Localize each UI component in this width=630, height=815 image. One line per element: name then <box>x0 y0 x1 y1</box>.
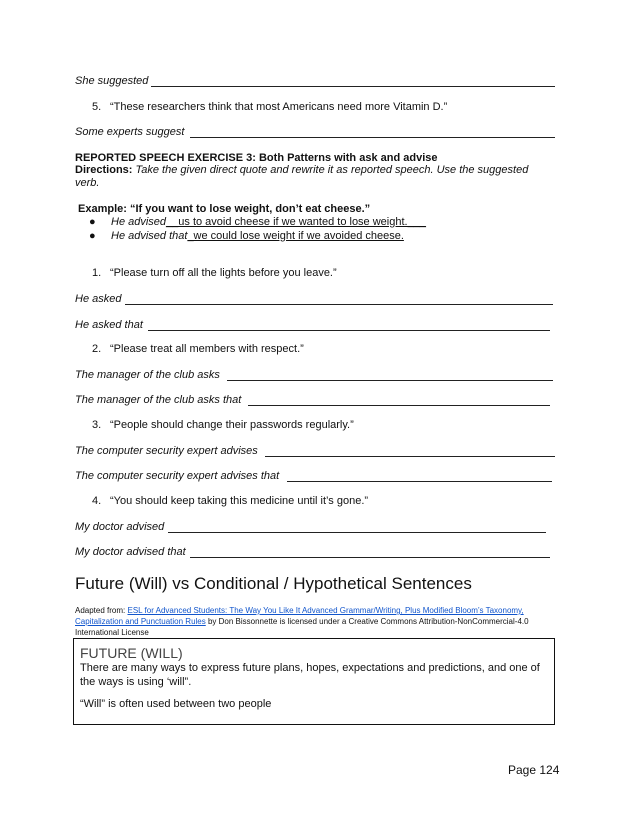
item-number: 4. <box>92 495 102 507</box>
prompt: He asked that <box>75 319 143 331</box>
prompt-some-experts-suggest: Some experts suggest <box>75 126 185 138</box>
example-bullet-2 <box>89 229 404 243</box>
answer-line[interactable] <box>287 481 552 482</box>
answer-line[interactable] <box>190 557 550 558</box>
answer-line[interactable] <box>190 137 555 138</box>
answer-line[interactable] <box>227 380 553 381</box>
box-paragraph-2: “Will” is often used between two people <box>80 698 272 710</box>
item-quote: “People should change their passwords regularly.” <box>110 419 354 431</box>
example-prefix: He advised that <box>111 230 188 242</box>
item-1 <box>92 266 337 280</box>
directions-label: Directions: <box>75 164 133 176</box>
answer-line[interactable] <box>148 330 550 331</box>
directions-text: Take the given direct quote and rewrite it as reported speech. Use the suggested verb. <box>75 164 529 189</box>
attribution <box>75 605 555 638</box>
item-number: 2. <box>92 343 102 355</box>
example-bullet-1 <box>89 215 426 229</box>
item-number: 1. <box>92 267 102 279</box>
prompt: My doctor advised that <box>75 546 186 558</box>
exercise-3-title: REPORTED SPEECH EXERCISE 3: Both Patterns with ask and advise <box>75 152 438 164</box>
item-quote: “Please treat all members with respect.” <box>110 343 304 355</box>
item-2 <box>92 342 304 356</box>
answer-line[interactable] <box>125 304 553 305</box>
item-quote: “Please turn off all the lights before you leave.” <box>110 267 337 279</box>
item-4 <box>92 494 368 508</box>
answer-line[interactable] <box>248 405 550 406</box>
exercise-3-directions <box>75 164 555 190</box>
item-quote: “You should keep taking this medicine until it’s gone.” <box>110 495 369 507</box>
item-3 <box>92 418 354 432</box>
prompt: The computer security expert advises <box>75 445 258 457</box>
prompt: He asked <box>75 293 122 305</box>
item-5 <box>92 100 447 114</box>
example-answer: __us to avoid cheese if we wanted to lose weight.___ <box>166 216 426 228</box>
item-quote: “These researchers think that most Americans need more Vitamin D.” <box>110 101 448 113</box>
attribution-suffix: by Don Bissonnette is licensed under a Creative Commons Attribution-NonCommercial-4.0 International License <box>75 617 529 637</box>
answer-line[interactable] <box>151 86 555 87</box>
example-quote: Example: “If you want to lose weight, don’t eat cheese.” <box>78 203 371 215</box>
example-prefix: He advised <box>111 216 167 228</box>
answer-line[interactable] <box>168 532 546 533</box>
prompt-she-suggested: She suggested <box>75 75 149 87</box>
prompt: The computer security expert advises that <box>75 470 280 482</box>
bullet-icon: ● <box>89 230 96 242</box>
prompt: My doctor advised <box>75 521 165 533</box>
box-paragraph-1: There are many ways to express future plans, hopes, expectations and predictions, and one of the ways is using ‘will”. <box>80 662 540 688</box>
source-link[interactable]: ESL for Advanced Students: The Way You Like It Advanced Grammar/Writing, Plus Modified Bloom’s Taxonomy, Capitalization and Punctuation Rules <box>75 606 524 626</box>
prompt: The manager of the club asks that <box>75 394 242 406</box>
section-title: Future (Will) vs Conditional / Hypothetical Sentences <box>75 574 472 593</box>
prompt: The manager of the club asks <box>75 369 220 381</box>
future-will-box <box>73 638 555 725</box>
example-answer: _we could lose weight if we avoided cheese. <box>187 230 404 242</box>
item-number: 5. <box>92 101 102 113</box>
answer-line[interactable] <box>265 456 555 457</box>
attribution-prefix: Adapted from: <box>75 606 128 615</box>
page-number: Page 124 <box>508 763 560 777</box>
item-number: 3. <box>92 419 102 431</box>
box-title: FUTURE (WILL) <box>80 645 183 661</box>
bullet-icon: ● <box>89 216 96 228</box>
